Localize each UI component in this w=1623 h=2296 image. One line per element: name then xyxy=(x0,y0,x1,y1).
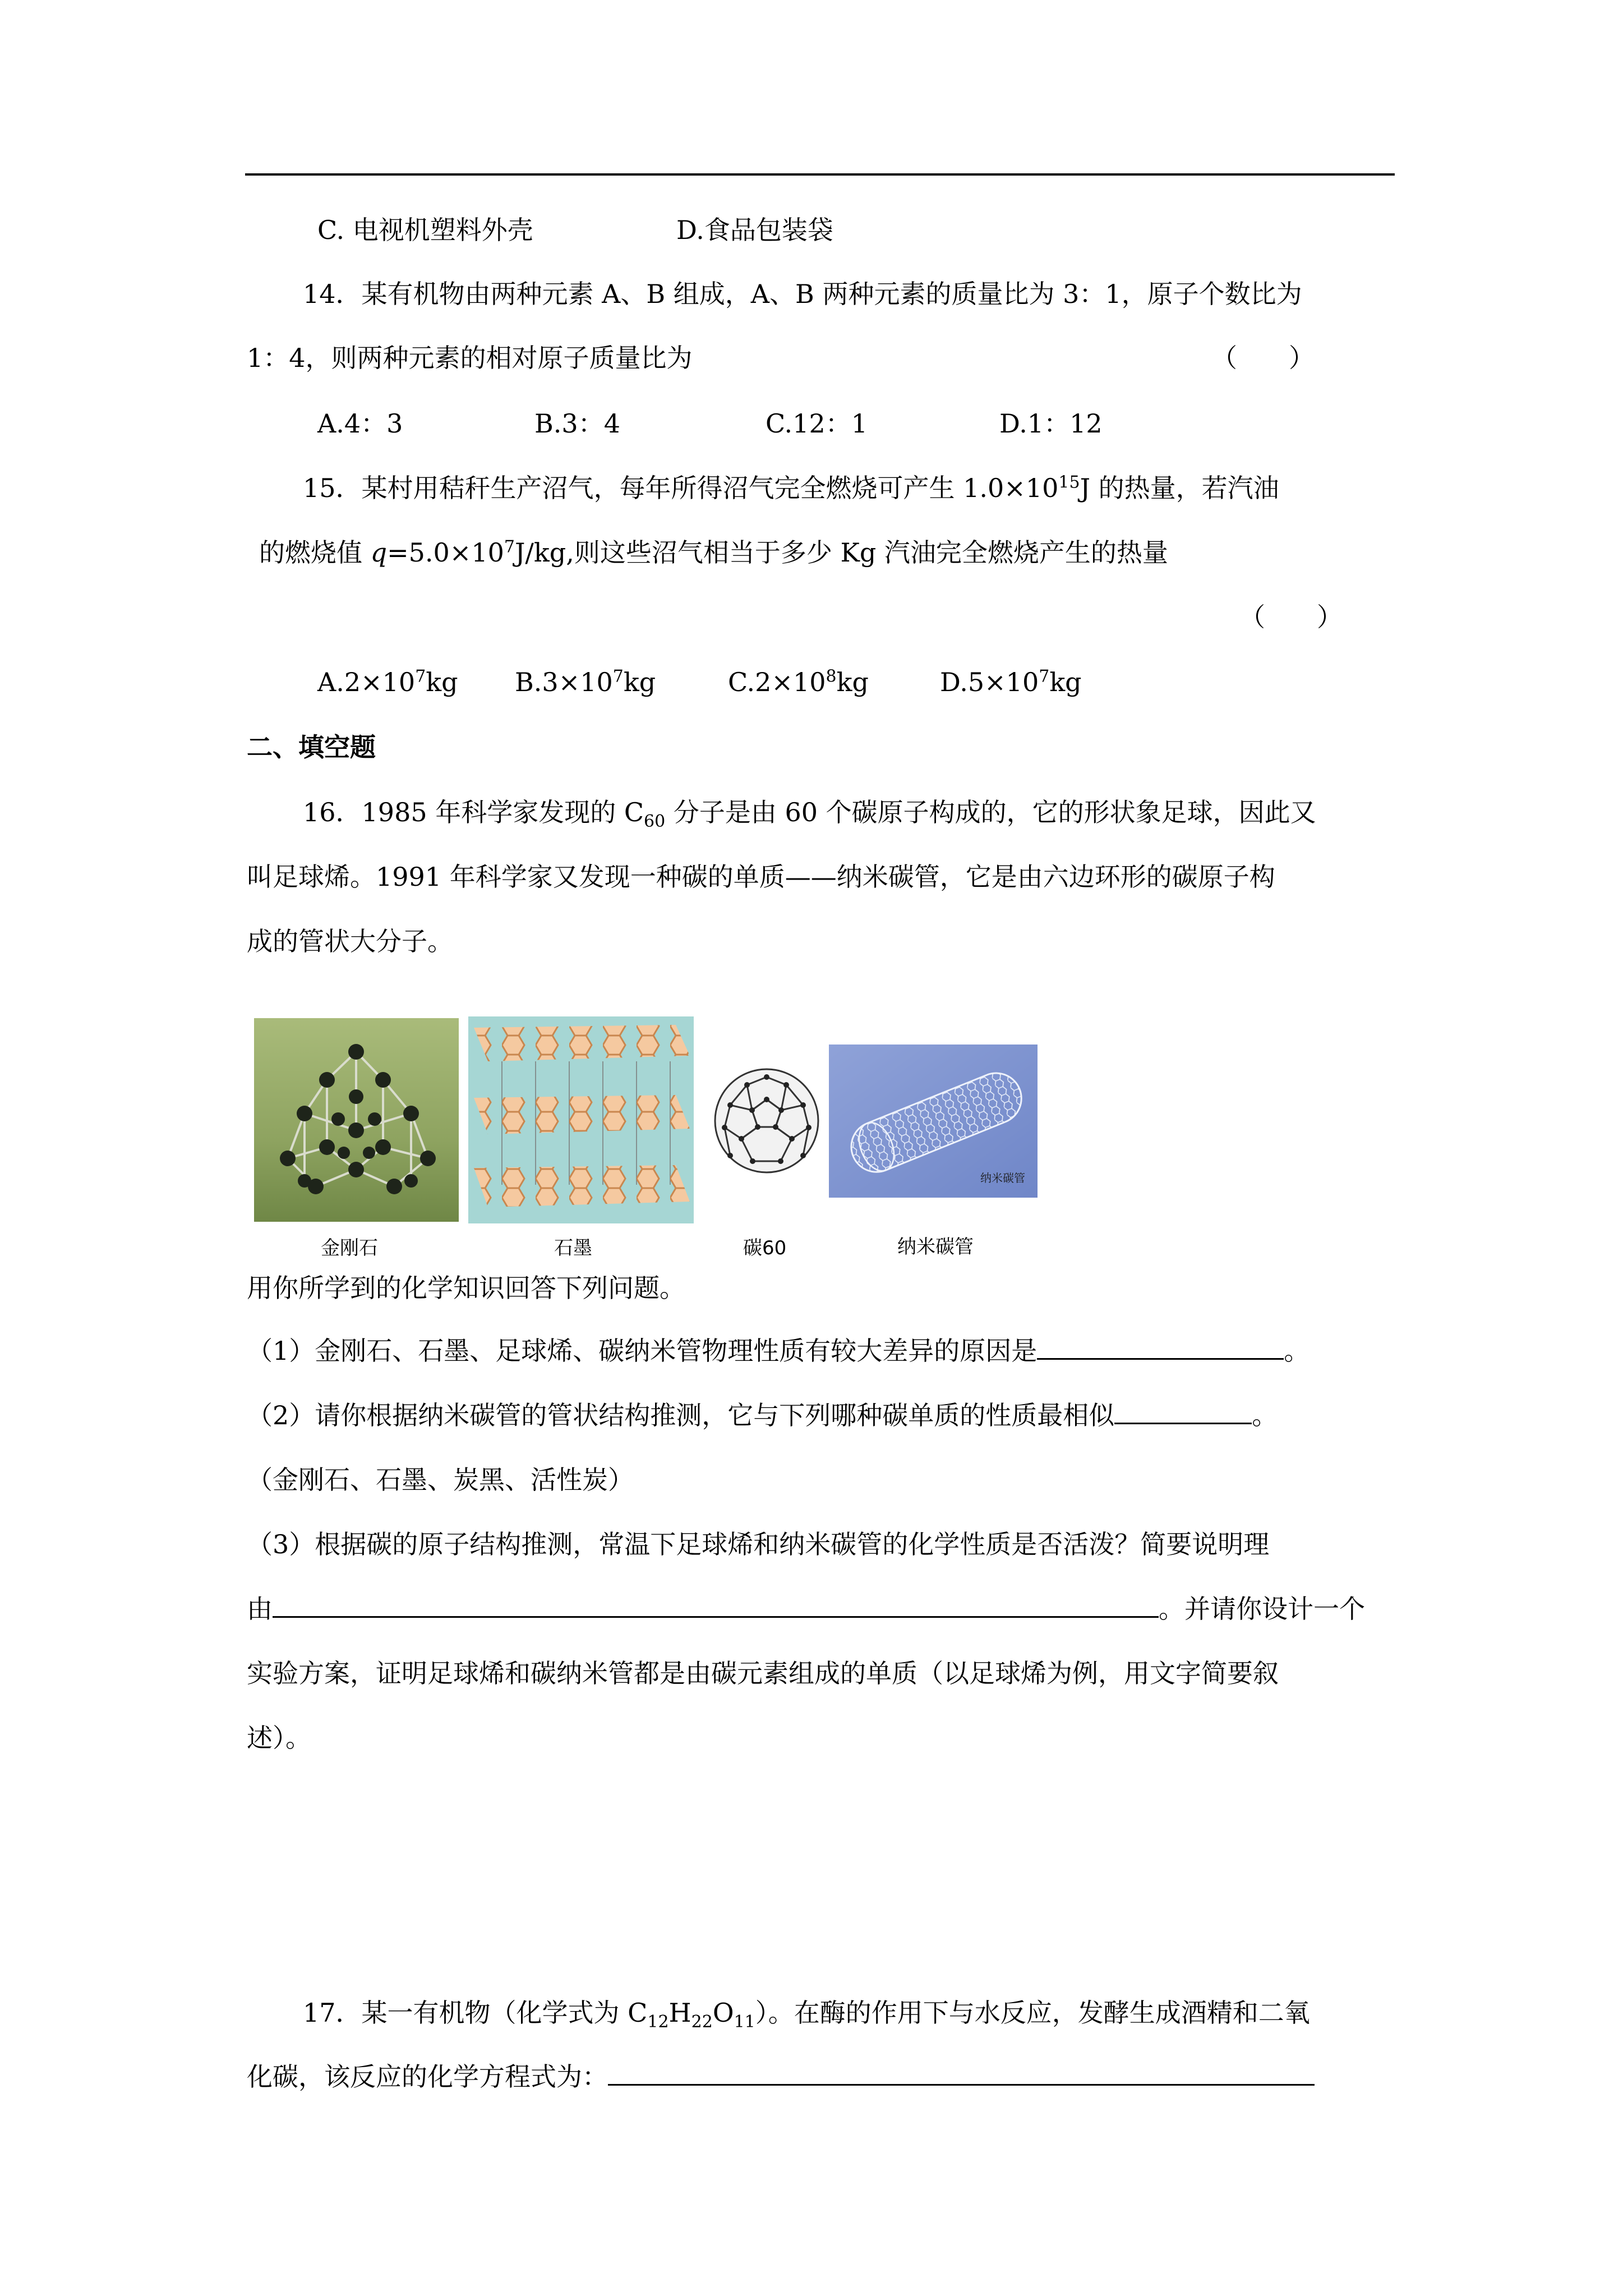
q16-part3-line3: 实验方案，证明足球烯和碳纳米管都是由碳元素组成的单质（以足球烯为例，用文字简要叙 xyxy=(247,1658,1279,1688)
q17-line1: 17．某一有机物（化学式为 $C_{12}H_{22}O_{11}$）。在酶的作用下与水反应，发酵生成酒精和二氧 xyxy=(303,1998,1310,2032)
q16-line1: 16．1985 年科学家发现的 $C_{60}$ 分子是由 60 个碳原子构成的，它的形状象足球，因此又 xyxy=(303,797,1316,832)
q13-option-c: C. 电视机塑料外壳 xyxy=(317,215,533,245)
answer-blank-1[interactable] xyxy=(1037,1336,1284,1360)
caption-c60: 碳60 xyxy=(743,1237,787,1259)
q15-answer-bracket: （ ） xyxy=(1239,602,1343,632)
q16-part2-options: （金刚石、石墨、炭黑、活性炭） xyxy=(247,1465,634,1495)
q14-option-a: A.4：3 xyxy=(317,408,403,439)
header-rule xyxy=(245,173,1395,176)
q14-answer-bracket: （ ） xyxy=(1211,343,1315,373)
q16-line2: 叫足球烯。1991 年科学家又发现一种碳的单质——纳米碳管，它是由六边环形的碳原子构 xyxy=(247,862,1275,892)
q14-line2: 1：4，则两种元素的相对原子质量比为 xyxy=(247,343,693,373)
caption-graphite: 石墨 xyxy=(554,1237,592,1259)
q14-option-c: C.12：1 xyxy=(766,408,868,439)
graphite-image xyxy=(468,1016,694,1223)
q14-line1: 14．某有机物由两种元素 A、B 组成，A、B 两种元素的质量比为 3：1，原子个数比为 xyxy=(303,279,1302,309)
nanotube-image xyxy=(829,1045,1038,1198)
answer-blank-3[interactable] xyxy=(273,1594,1159,1618)
q16-part2: （2）请你根据纳米碳管的管状结构推测，它与下列哪种碳单质的性质最相似 。 xyxy=(247,1400,1278,1430)
answer-blank-2[interactable] xyxy=(1114,1400,1252,1424)
answer-blank-4[interactable] xyxy=(608,2062,1315,2086)
caption-nanotube: 纳米碳管 xyxy=(897,1236,974,1258)
c60-image xyxy=(708,1060,826,1181)
q15-option-a: $A.2\times 10^7kg$ xyxy=(317,666,458,697)
nanotube-inset-label: 纳米碳管 xyxy=(980,1171,1025,1185)
caption-diamond: 金刚石 xyxy=(321,1237,378,1259)
q14-option-d: D.1：12 xyxy=(999,408,1103,439)
q16-part3-line4: 述）。 xyxy=(247,1723,311,1753)
q15-option-d: $D.5\times 10^7kg$ xyxy=(940,666,1082,697)
q14-option-b: B.3：4 xyxy=(534,408,620,439)
q16-part3-line2: 由 。并请你设计一个 xyxy=(247,1594,1365,1624)
q16-part1: （1）金刚石、石墨、足球烯、碳纳米管物理性质有较大差异的原因是 。 xyxy=(247,1336,1310,1366)
q13-option-d: D.食品包装袋 xyxy=(676,215,833,245)
q16-line3: 成的管状大分子。 xyxy=(247,926,453,956)
q15-line1: 15．某村用秸秆生产沼气，每年所得沼气完全燃烧可产生 $1.0\times 10^{15}J$ 的热量，若汽油 xyxy=(303,472,1279,503)
section-title: 二、填空题 xyxy=(247,732,376,762)
q15-option-b: $B.3\times 10^7kg$ xyxy=(515,666,656,697)
q17-line2: 化碳，该反应的化学方程式为： xyxy=(247,2060,1315,2093)
q15-line2: 的燃烧值 $q=5.0\times 10^7J/kg$,则这些沼气相当于多少 Kg 汽油完全燃烧产生的热量 xyxy=(259,537,1168,568)
q16-intro: 用你所学到的化学知识回答下列问题。 xyxy=(247,1273,685,1303)
q15-option-c: $C.2\times 10^8kg$ xyxy=(728,666,869,697)
diamond-image xyxy=(254,1018,459,1222)
q16-part3-line1: （3）根据碳的原子结构推测，常温下足球烯和纳米碳管的化学性质是否活泼？简要说明理 xyxy=(247,1529,1270,1559)
